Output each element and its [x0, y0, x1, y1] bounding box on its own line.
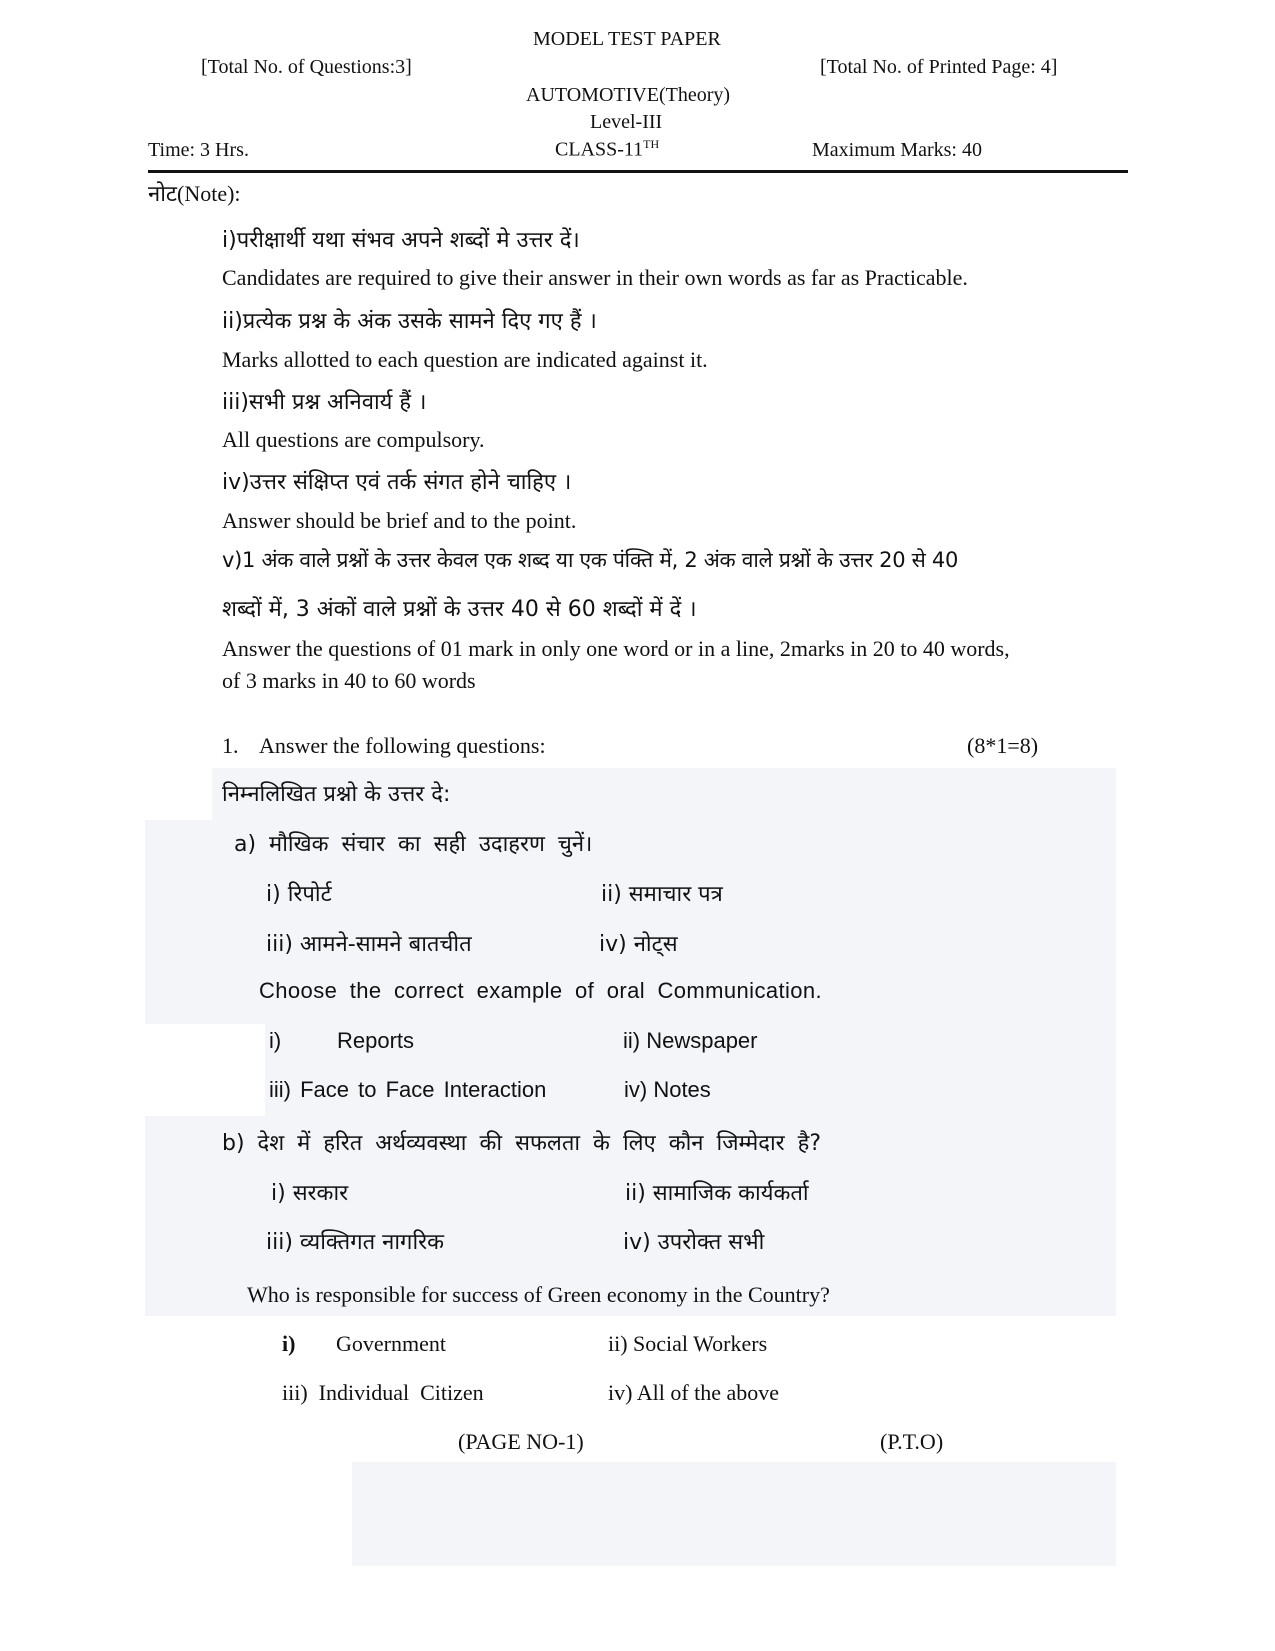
- q1-marks: (8*1=8): [967, 733, 1039, 758]
- time: Time: 3 Hrs.: [148, 139, 249, 161]
- qa-option-en-1: Reports: [337, 1028, 415, 1053]
- qa-option-hi-4: iv) नोट्स: [599, 932, 678, 957]
- qb-option-hi-4: iv) उपरोक्त सभी: [623, 1230, 765, 1255]
- subject: AUTOMOTIVE(Theory): [526, 84, 731, 106]
- qb-option-hi-2: ii) सामाजिक कार्यकर्ता: [625, 1181, 809, 1206]
- q1-title: Answer the following questions:: [259, 733, 546, 758]
- qb-text-hi: b) देश में हरित अर्थव्यवस्था की सफलता के लिए कौन जिम्मेदार है?: [222, 1131, 822, 1156]
- qb-option-en-4: iv) All of the above: [608, 1380, 780, 1405]
- q1-number: 1.: [222, 733, 239, 758]
- note-heading-hi: नोट: [148, 182, 177, 207]
- pto-label: (P.T.O): [880, 1429, 944, 1454]
- qa-text-en: Choose the correct example of oral Communication.: [259, 978, 823, 1003]
- note-item-2-hi: ii)प्रत्येक प्रश्न के अंक उसके सामने दिए गए हैं ।: [222, 309, 597, 334]
- note-item-5-hi-line2: शब्दों में, 3 अंकों वाले प्रश्नों के उत्तर 40 से 60 शब्दों में दें ।: [222, 597, 697, 622]
- qb-option-en-1-num: i): [282, 1331, 296, 1356]
- note-item-4-en: Answer should be brief and to the point.: [222, 508, 577, 533]
- qa-option-en-1-num: i): [269, 1028, 282, 1053]
- qa-option-hi-3: iii) आमने-सामने बातचीत: [266, 932, 472, 957]
- qb-option-hi-1: i) सरकार: [271, 1181, 349, 1206]
- qb-option-hi-3: iii) व्यक्तिगत नागरिक: [266, 1230, 445, 1255]
- qb-option-en-2: ii) Social Workers: [608, 1331, 768, 1356]
- header-rule: [148, 170, 1128, 173]
- total-questions: [Total No. of Questions:3]: [201, 56, 412, 78]
- qa-text-hi: a) मौखिक संचार का सही उदाहरण चुनें।: [234, 832, 593, 857]
- note-heading-en: (Note):: [177, 181, 241, 206]
- note-item-5-en-line1: Answer the questions of 01 mark in only one word or in a line, 2marks in 20 to 40 words,: [222, 636, 1010, 661]
- note-item-5-hi-line1: v)1 अंक वाले प्रश्नों के उत्तर केवल एक शब्द या एक पंक्ति में, 2 अंक वाले प्रश्नों के उत्तर 20 से 40: [222, 548, 959, 572]
- class-sup: TH: [643, 137, 660, 151]
- qa-option-hi-1: i) रिपोर्ट: [266, 882, 332, 907]
- note-item-5-en-line2: of 3 marks in 40 to 60 words: [222, 668, 476, 693]
- note-item-4-hi: iv)उत्तर संक्षिप्त एवं तर्क संगत होने चाहिए ।: [222, 470, 572, 495]
- qb-text-en: Who is responsible for success of Green economy in the Country?: [247, 1282, 830, 1307]
- note-item-2-en: Marks allotted to each question are indicated against it.: [222, 347, 708, 372]
- note-heading: [148, 178, 241, 208]
- q1-title-hi: निम्नलिखित प्रश्नो के उत्तर दे:: [222, 782, 451, 807]
- note-item-1-hi: i)परीक्षार्थी यथा संभव अपने शब्दों मे उत्तर दें।: [222, 228, 580, 253]
- note-item-1-en: Candidates are required to give their answer in their own words as far as Practicable.: [222, 265, 968, 290]
- max-marks: Maximum Marks: 40: [812, 139, 982, 161]
- qa-option-en-4: iv) Notes: [624, 1077, 711, 1102]
- page-number: (PAGE NO-1): [458, 1429, 584, 1454]
- paper-title: MODEL TEST PAPER: [533, 28, 721, 50]
- note-item-3-en: All questions are compulsory.: [222, 427, 485, 452]
- level: Level-III: [590, 111, 663, 133]
- printed-pages: [Total No. of Printed Page: 4]: [820, 56, 1058, 78]
- class-base: CLASS-11: [555, 138, 644, 161]
- qa-option-hi-2: ii) समाचार पत्र: [601, 882, 723, 907]
- qa-option-en-2: ii) Newspaper: [623, 1028, 758, 1053]
- shade-region-5: [352, 1462, 1116, 1566]
- class: [555, 137, 659, 162]
- qb-option-en-1: Government: [336, 1331, 446, 1356]
- qb-option-en-3: iii) Individual Citizen: [282, 1380, 484, 1405]
- qa-option-en-3: iii) Face to Face Interaction: [269, 1077, 547, 1102]
- note-item-3-hi: iii)सभी प्रश्न अनिवार्य हैं ।: [222, 390, 427, 415]
